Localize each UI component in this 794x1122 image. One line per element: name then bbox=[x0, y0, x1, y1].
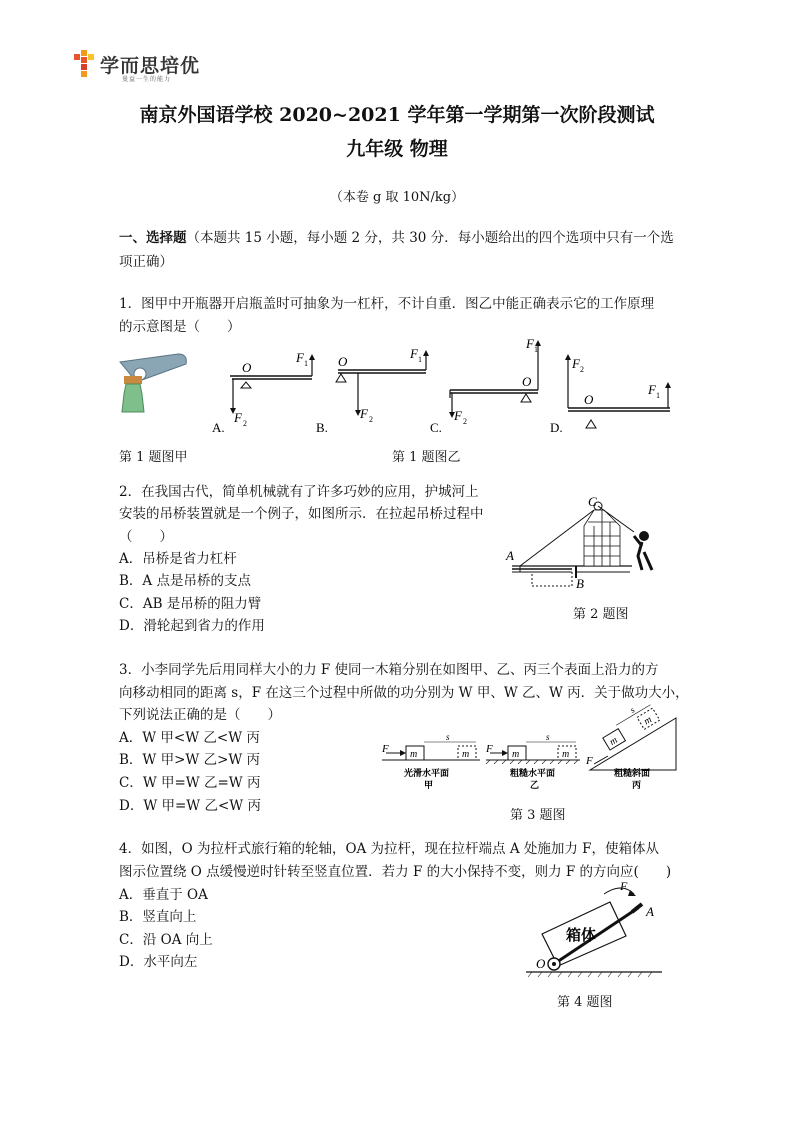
svg-text:O: O bbox=[536, 956, 546, 971]
page-title: 南京外国语学校 2020~2021 学年第一学期第一次阶段测试 bbox=[139, 104, 655, 126]
section-desc: （本题共 15 小题，每小题 2 分，共 30 分．每小题给出的四个选项中只有一个选 bbox=[186, 230, 674, 246]
q3-option-b: B．W 甲>W 乙>W 丙 bbox=[119, 752, 261, 768]
svg-text:m: m bbox=[607, 734, 620, 748]
q2-option-b: B．A 点是吊桥的支点 bbox=[119, 573, 251, 589]
svg-text:m: m bbox=[462, 749, 470, 760]
q4-caption: 第 4 题图 bbox=[557, 995, 613, 1010]
q2-text-2: 安装的吊桥装置就是一个例子，如图所示．在拉起吊桥过程中 bbox=[119, 506, 484, 522]
q4-option-a: A．垂直于 OA bbox=[119, 887, 208, 903]
svg-text:s: s bbox=[446, 732, 450, 742]
svg-text:F: F bbox=[620, 879, 628, 893]
q1-option-a-diagram bbox=[208, 352, 308, 434]
q1-d-label: D. bbox=[550, 420, 563, 435]
q1-a-o-label: O bbox=[242, 360, 252, 375]
svg-text:m: m bbox=[512, 749, 520, 760]
page-subtitle: 九年级 物理 bbox=[346, 138, 448, 160]
q2-option-a: A．吊桥是省力杠杆 bbox=[119, 551, 237, 567]
q3-option-a: A．W 甲<W 乙<W 丙 bbox=[119, 730, 260, 746]
svg-text:F: F bbox=[410, 346, 418, 361]
svg-text:光滑水平面: 光滑水平面 bbox=[404, 768, 450, 778]
logo-text: 学而思培优 bbox=[100, 55, 201, 77]
section-desc-2: 项正确） bbox=[119, 254, 173, 270]
q1-caption-a: 第 1 题图甲 bbox=[119, 450, 188, 465]
q1-a-label: A. bbox=[212, 420, 225, 435]
svg-text:2: 2 bbox=[369, 415, 373, 424]
logo bbox=[74, 50, 214, 83]
q3-surfaces-figure bbox=[380, 704, 680, 800]
svg-text:F: F bbox=[586, 755, 593, 767]
q1-caption-b: 第 1 题图乙 bbox=[392, 450, 461, 465]
q1-text-2: 的示意图是（ ） bbox=[119, 319, 241, 335]
svg-text:1: 1 bbox=[534, 345, 538, 354]
logo-icon bbox=[74, 50, 100, 78]
q1-opener-figure bbox=[112, 352, 192, 414]
q2-drawbridge-figure bbox=[502, 492, 672, 592]
q1-b-label: B. bbox=[316, 420, 328, 435]
logo-slogan: 曼益一生的能力 bbox=[122, 76, 172, 83]
svg-text:2: 2 bbox=[463, 417, 467, 426]
q4-box-label: 箱体 bbox=[566, 928, 597, 944]
q3-text-2: 向移动相同的距离 s，F 在这三个过程中所做的功分别为 W 甲、W 乙、W 丙．关于做功大小， bbox=[119, 685, 689, 701]
svg-text:s: s bbox=[546, 732, 550, 742]
q1-option-d-diagram bbox=[548, 350, 678, 434]
q4-text-1: 4．如图，O 为拉杆式旅行箱的轮轴，OA 为拉杆，现在拉杆端点 A 处施加力 F，使箱体从 bbox=[119, 841, 660, 857]
svg-text:乙: 乙 bbox=[530, 780, 540, 790]
q4-option-b: B．竖直向上 bbox=[119, 909, 197, 925]
q2-option-d: D．滑轮起到省力的作用 bbox=[119, 618, 265, 634]
q2-text-3: （ ） bbox=[119, 529, 173, 545]
svg-text:F: F bbox=[648, 382, 656, 397]
q3-text-3: 下列说法正确的是（ ） bbox=[119, 707, 281, 723]
svg-text:2: 2 bbox=[580, 365, 584, 374]
svg-text:F: F bbox=[454, 408, 462, 423]
q4-suitcase-figure bbox=[522, 880, 672, 980]
q2-text-1: 2．在我国古代，简单机械就有了许多巧妙的应用，护城河上 bbox=[119, 484, 479, 500]
svg-text:丙: 丙 bbox=[632, 780, 642, 790]
q2-caption: 第 2 题图 bbox=[573, 607, 629, 622]
q1-text-1: 1．图甲中开瓶器开启瓶盖时可抽象为一杠杆，不计自重．图乙中能正确表示它的工作原理 bbox=[119, 296, 655, 312]
svg-text:2: 2 bbox=[243, 419, 247, 428]
q3-option-d: D．W 甲=W 乙<W 丙 bbox=[119, 798, 261, 814]
svg-text:甲: 甲 bbox=[424, 780, 434, 790]
svg-text:粗糙水平面: 粗糙水平面 bbox=[510, 768, 556, 778]
svg-text:O: O bbox=[584, 392, 594, 407]
section-title: 一、选择题 bbox=[119, 230, 187, 246]
q3-caption: 第 3 题图 bbox=[510, 808, 566, 823]
svg-text:A: A bbox=[506, 548, 514, 563]
section-heading bbox=[119, 226, 679, 250]
svg-text:F: F bbox=[234, 410, 242, 425]
svg-text:m: m bbox=[562, 749, 570, 760]
q3-option-c: C．W 甲=W 乙=W 丙 bbox=[119, 775, 261, 791]
svg-text:F: F bbox=[486, 743, 493, 755]
q3-text-1: 3．小李同学先后用同样大小的力 F 使同一木箱分别在如图甲、乙、丙三个表面上沿力的方 bbox=[119, 662, 659, 678]
svg-text:F: F bbox=[382, 743, 389, 755]
svg-text:C: C bbox=[588, 494, 597, 509]
q1-c-label: C. bbox=[430, 420, 442, 435]
q2-option-c: C．AB 是吊桥的阻力臂 bbox=[119, 596, 262, 612]
svg-text:B: B bbox=[576, 576, 584, 591]
svg-text:s: s bbox=[628, 704, 637, 715]
svg-text:O: O bbox=[338, 354, 348, 369]
svg-text:m: m bbox=[410, 749, 418, 760]
svg-text:1: 1 bbox=[304, 359, 308, 368]
q4-text-2: 图示位置绕 O 点缓慢逆时针转至竖直位置．若力 F 的大小保持不变，则力 F 的方向应( ) bbox=[119, 864, 672, 880]
q4-option-d: D．水平向左 bbox=[119, 954, 198, 970]
q4-option-c: C．沿 OA 向上 bbox=[119, 932, 213, 948]
svg-text:m: m bbox=[642, 714, 654, 728]
svg-text:F: F bbox=[526, 336, 534, 351]
svg-text:A: A bbox=[646, 904, 654, 919]
q1-option-b-diagram bbox=[314, 346, 434, 435]
svg-text:粗糙斜面: 粗糙斜面 bbox=[614, 768, 651, 778]
svg-text:O: O bbox=[522, 374, 532, 389]
unit-note: （本卷 g 取 10N/kg） bbox=[329, 190, 465, 205]
svg-text:F: F bbox=[572, 356, 580, 371]
svg-text:1: 1 bbox=[418, 355, 422, 364]
svg-text:1: 1 bbox=[656, 391, 660, 400]
svg-text:F: F bbox=[296, 350, 304, 365]
q1-option-c-diagram bbox=[428, 334, 548, 434]
svg-text:F: F bbox=[360, 406, 368, 421]
